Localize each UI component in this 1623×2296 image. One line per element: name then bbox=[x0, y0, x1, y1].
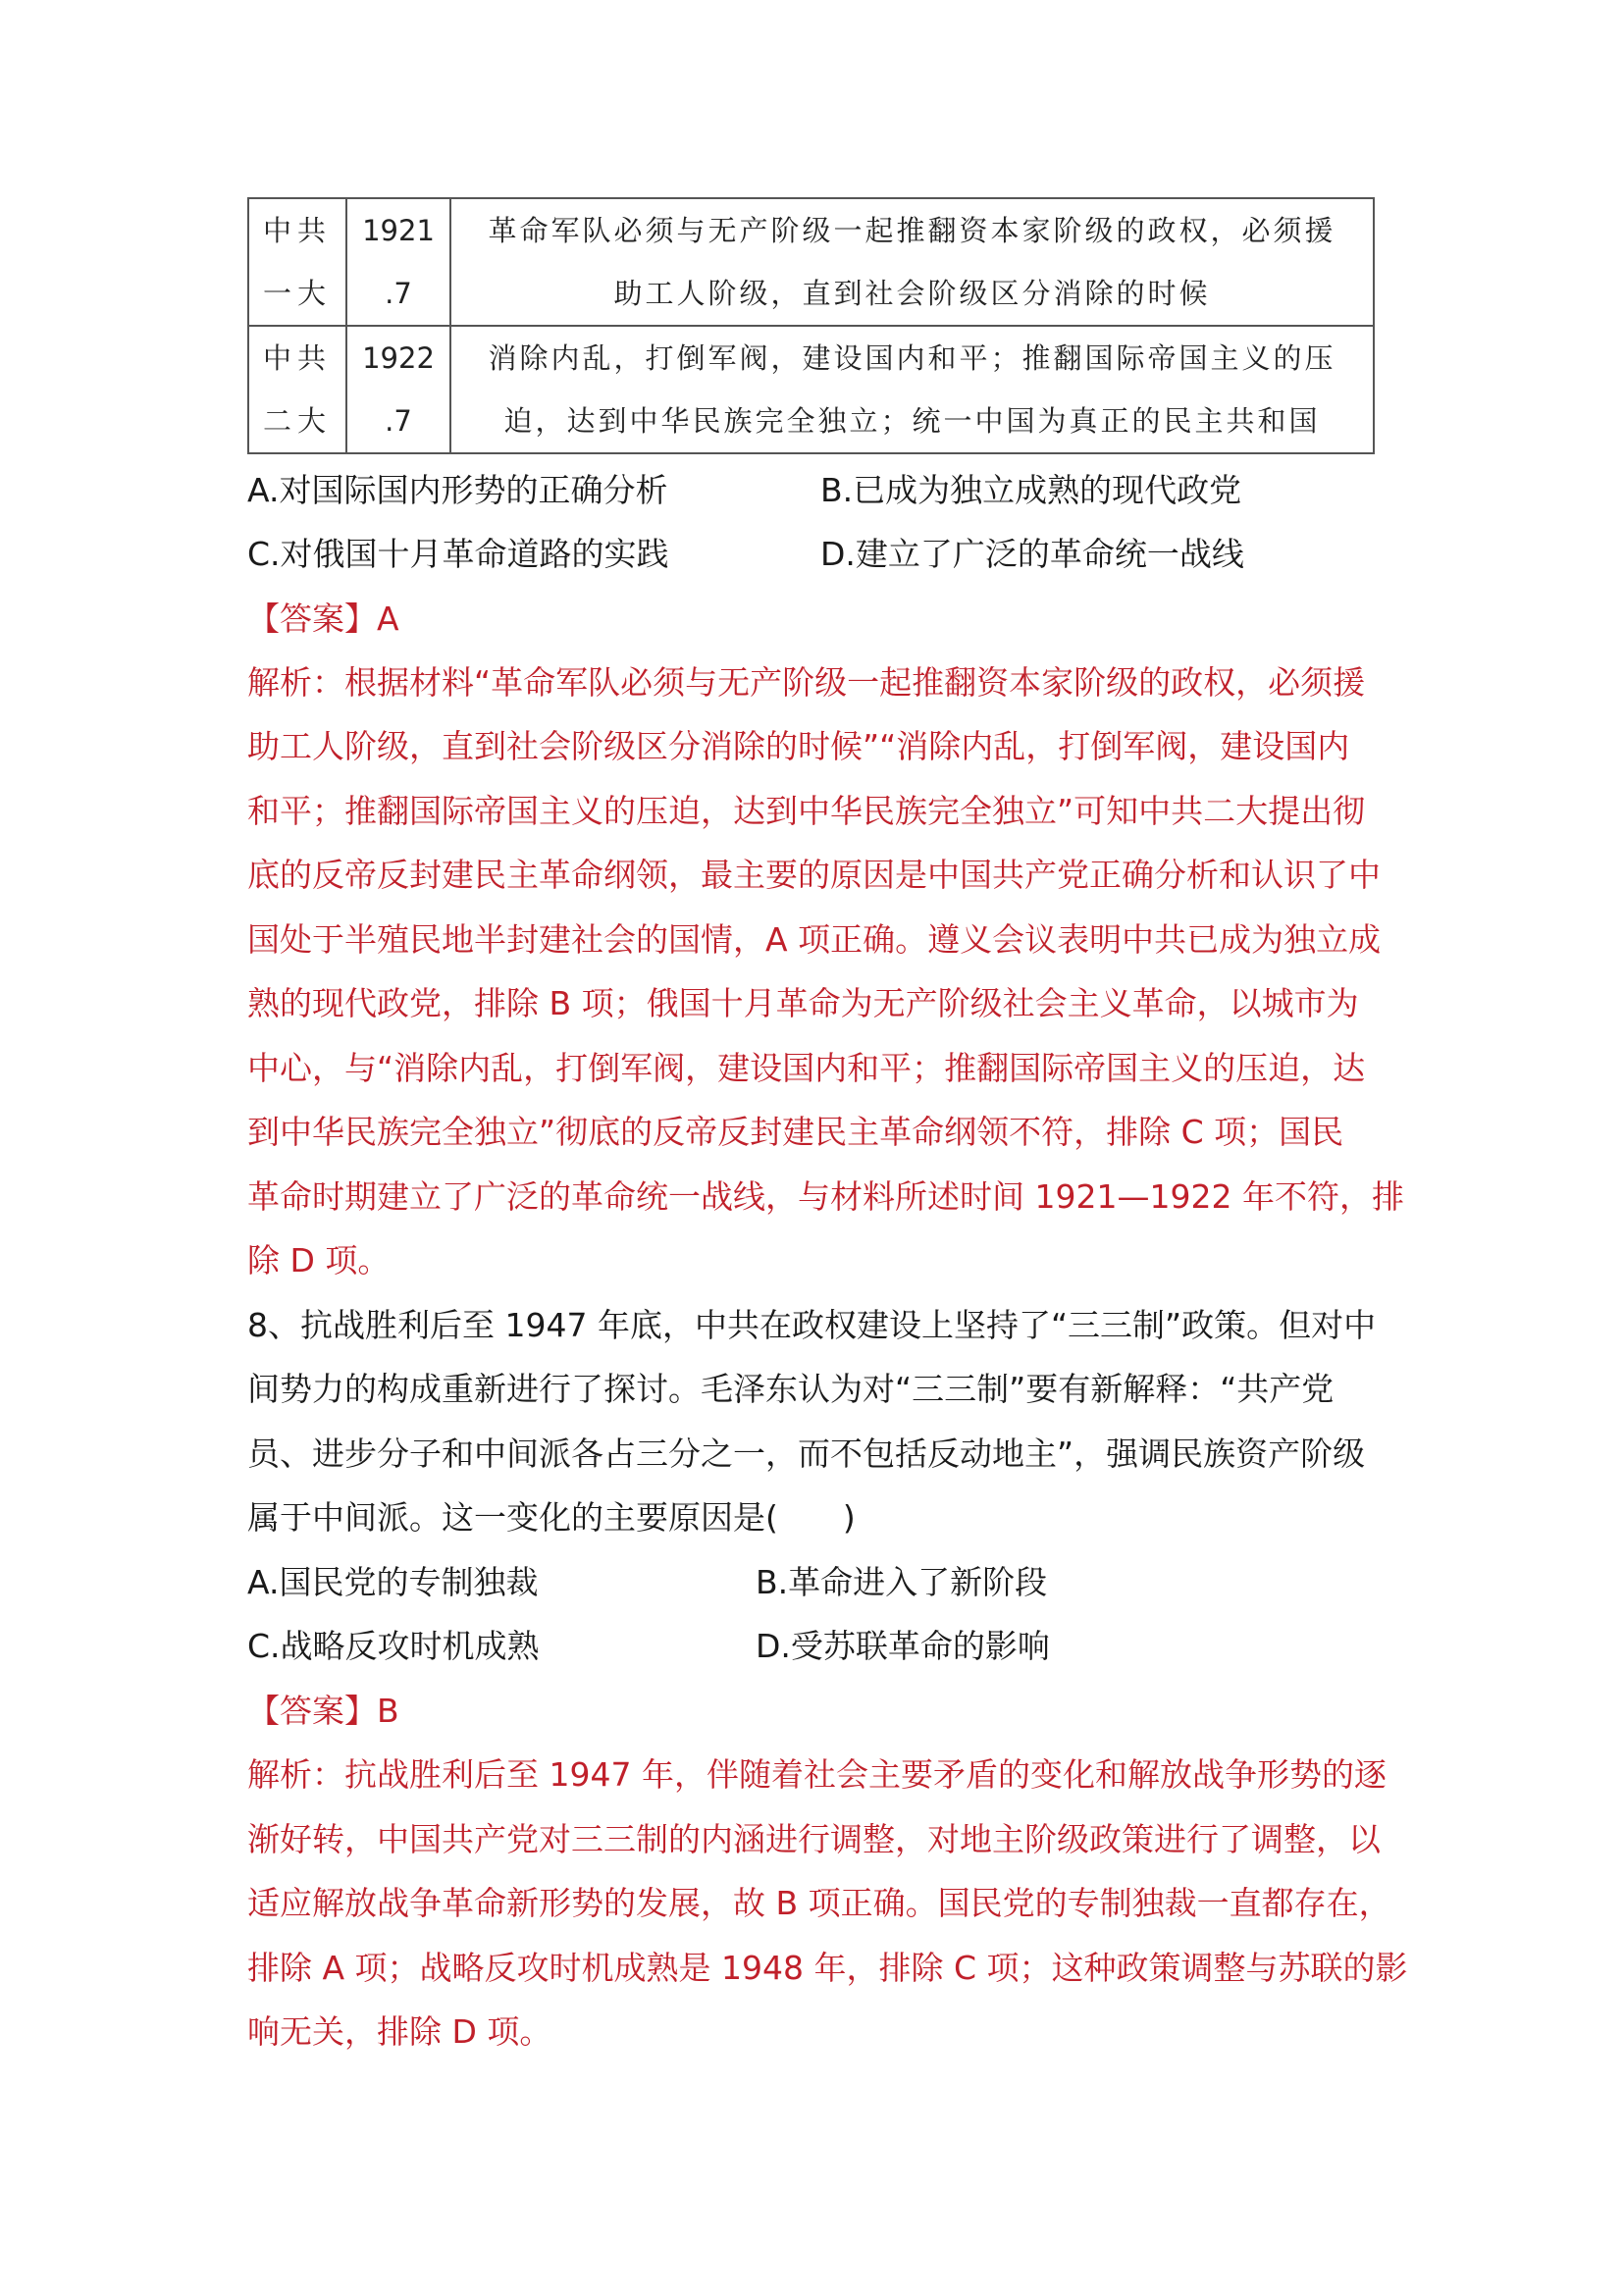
q7-analysis-line: 中心，与“消除内乱，打倒军阀，建设国内和平；推翻国际帝国主义的压迫，达 bbox=[247, 1049, 1366, 1087]
q7-analysis-line: 到中华民族完全独立”彻底的反帝反封建民主革命纲领不符，排除 C 项；国民 bbox=[247, 1113, 1344, 1151]
q7-analysis-line: 底的反帝反封建民主革命纲领，最主要的原因是中国共产党正确分析和认识了中 bbox=[247, 856, 1381, 894]
q7-analysis-line: 和平；推翻国际帝国主义的压迫，达到中华民族完全独立”可知中共二大提出彻 bbox=[247, 792, 1366, 830]
q7-option-c: C.对俄国十月革命道路的实践 bbox=[247, 535, 669, 573]
table-row bbox=[248, 198, 1374, 326]
table-row bbox=[248, 326, 1374, 453]
q7-analysis-line: 国处于半殖民地半封建社会的国情，A 项正确。遵义会议表明中共已成为独立成 bbox=[247, 920, 1382, 959]
q7-analysis-line: 助工人阶级，直到社会阶级区分消除的时候”“消除内乱，打倒军阀，建设国内 bbox=[247, 727, 1350, 765]
q8-analysis-line: 解析：抗战胜利后至 1947 年，伴随着社会主要矛盾的变化和解放战争形势的逐 bbox=[247, 1755, 1387, 1794]
q8-option-c: C.战略反攻时机成熟 bbox=[247, 1627, 540, 1665]
q8-stem-line: 间势力的构成重新进行了探讨。毛泽东认为对“三三制”要有新解释：“共产党 bbox=[247, 1370, 1335, 1408]
q8-option-d: D.受苏联革命的影响 bbox=[756, 1627, 1050, 1665]
q8-answer: 【答案】B bbox=[247, 1692, 399, 1730]
content-cell: 消除内乱，打倒军阀，建设国内和平；推翻国际帝国主义的压 迫，达到中华民族完全独立；统一中国为真正的民主共和国 bbox=[450, 326, 1374, 453]
q8-stem-line: 员、进步分子和中间派各占三分之一，而不包括反动地主”，强调民族资产阶级 bbox=[247, 1435, 1366, 1473]
q7-analysis-line: 除 D 项。 bbox=[247, 1241, 391, 1279]
q8-option-b: B.革命进入了新阶段 bbox=[756, 1563, 1048, 1601]
content-cell: 革命军队必须与无产阶级一起推翻资本家阶级的政权，必须援 助工人阶级，直到社会阶级区分消除的时候 bbox=[450, 198, 1374, 326]
q7-option-d: D.建立了广泛的革命统一战线 bbox=[820, 535, 1244, 573]
q8-stem-line: 属于中间派。这一变化的主要原因是( ) bbox=[247, 1498, 856, 1537]
q8-analysis-line: 适应解放战争革命新形势的发展，故 B 项正确。国民党的专制独裁一直都存在， bbox=[247, 1884, 1391, 1922]
q7-option-a: A.对国际国内形势的正确分析 bbox=[247, 471, 668, 509]
q8-analysis-line: 渐好转，中国共产党对三三制的内涵进行调整，对地主阶级政策进行了调整，以 bbox=[247, 1820, 1381, 1858]
meeting-cell: 中共 一大 bbox=[248, 198, 346, 326]
date-cell: 1921 .7 bbox=[346, 198, 450, 326]
meeting-cell: 中共 二大 bbox=[248, 326, 346, 453]
q7-option-b: B.已成为独立成熟的现代政党 bbox=[820, 471, 1242, 509]
q8-option-a: A.国民党的专制独裁 bbox=[247, 1563, 539, 1601]
q7-analysis-line: 革命时期建立了广泛的革命统一战线，与材料所述时间 1921—1922 年不符，排 bbox=[247, 1177, 1404, 1216]
q8-analysis-line: 排除 A 项；战略反攻时机成熟是 1948 年，排除 C 项；这种政策调整与苏联的影 bbox=[247, 1949, 1408, 1987]
q7-analysis-line: 解析：根据材料“革命军队必须与无产阶级一起推翻资本家阶级的政权，必须援 bbox=[247, 663, 1366, 702]
q8-analysis-line: 响无关，排除 D 项。 bbox=[247, 2012, 552, 2051]
q7-analysis-line: 熟的现代政党，排除 B 项；俄国十月革命为无产阶级社会主义革命，以城市为 bbox=[247, 984, 1359, 1022]
history-table bbox=[247, 197, 1375, 454]
q8-stem-line: 8、抗战胜利后至 1947 年底，中共在政权建设上坚持了“三三制”政策。但对中 bbox=[247, 1306, 1377, 1344]
date-cell: 1922 .7 bbox=[346, 326, 450, 453]
q7-answer: 【答案】A bbox=[247, 600, 399, 638]
